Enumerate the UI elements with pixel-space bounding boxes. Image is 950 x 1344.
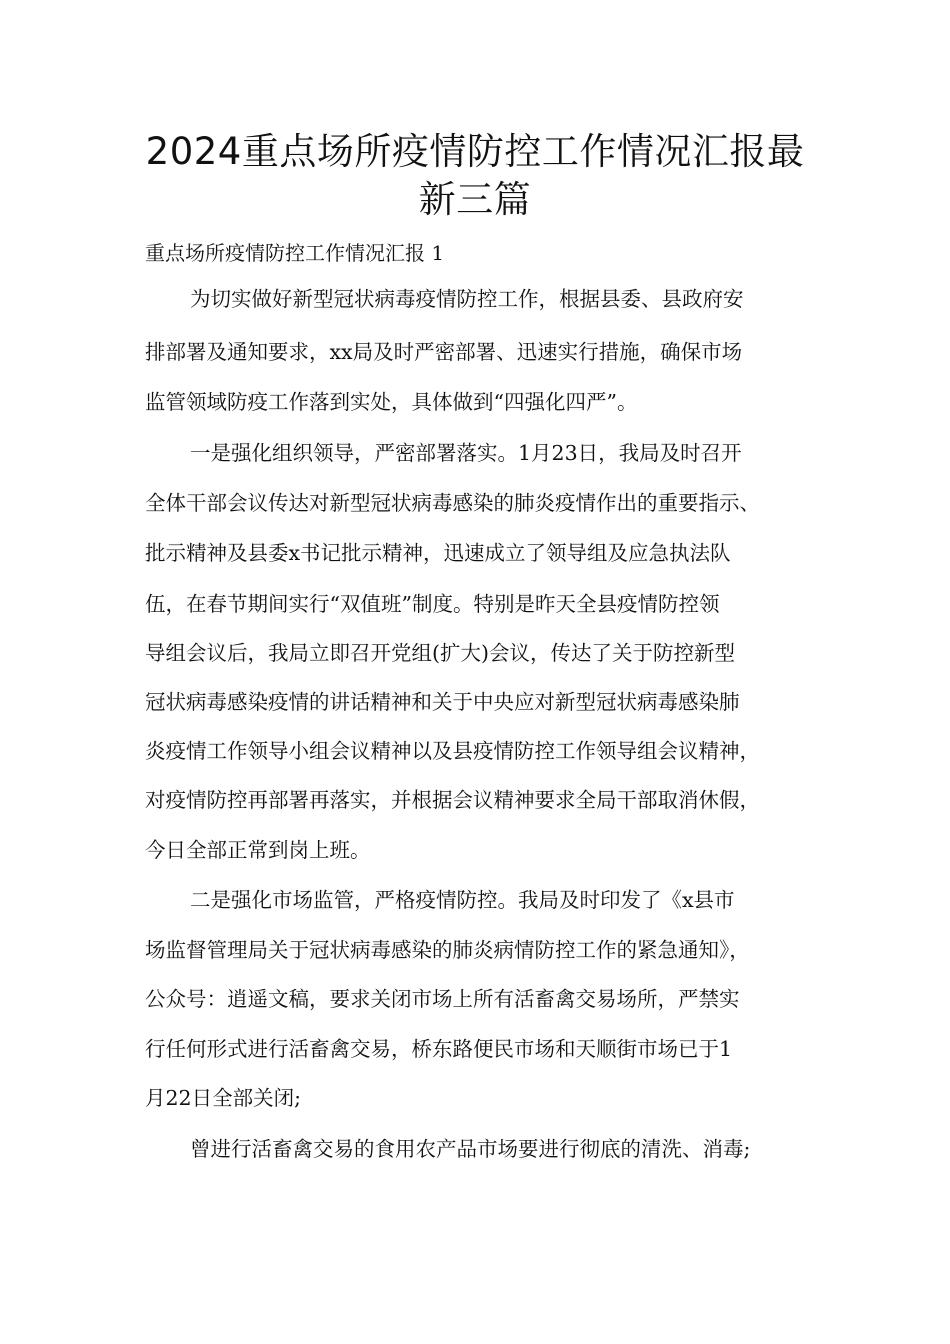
text-line: 对疫情防控再部署再落实，并根据会议精神要求全局干部取消休假， xyxy=(145,788,760,812)
text-line: 全体干部会议传达对新型冠状病毒感染的肺炎疫情作出的重要指示、 xyxy=(145,491,760,515)
text-line: 曾进行活畜禽交易的食用农产品市场要进行彻底的清洗、消毒; xyxy=(190,1137,751,1161)
document-title xyxy=(100,128,850,224)
text-line: 今日全部正常到岗上班。 xyxy=(145,838,371,862)
text-line: 场监督管理局关于冠状病毒感染的肺炎病情防控工作的紧急通知》， xyxy=(145,938,750,962)
text-line: 公众号：逍遥文稿，要求关闭市场上所有活畜禽交易场所，严禁实 xyxy=(145,987,740,1011)
title-line-1: 2024重点场所疫情防控工作情况汇报最 xyxy=(145,130,805,173)
text-line: 一是强化组织领导，严密部署落实。1月23日，我局及时召开 xyxy=(190,441,742,465)
text-line: 排部署及通知要求，xx局及时严密部署、迅速实行措施，确保市场 xyxy=(145,340,743,364)
text-line: 二是强化市场监管，严格疫情防控。我局及时印发了《x县市 xyxy=(190,888,735,912)
text-line: 为切实做好新型冠状病毒疫情防控工作，根据县委、县政府安 xyxy=(190,287,744,311)
text-line: 批示精神及县委x书记批示精神，迅速成立了领导组及应急执法队 xyxy=(145,541,731,565)
text-line: 月22日全部关闭; xyxy=(145,1086,301,1110)
text-line: 监管领域防疫工作落到实处，具体做到“四强化四严”。 xyxy=(145,390,638,414)
text-line: 行任何形式进行活畜禽交易，桥东路便民市场和天顺街市场已于1 xyxy=(145,1037,733,1061)
text-line: 导组会议后，我局立即召开党组(扩大)会议，传达了关于防控新型 xyxy=(145,641,735,665)
text-line: 炎疫情工作领导小组会议精神以及县疫情防控工作领导组会议精神， xyxy=(145,739,760,763)
title-line-2: 新三篇 xyxy=(418,178,532,221)
text-line: 伍，在春节期间实行“双值班”制度。特别是昨天全县疫情防控领 xyxy=(145,592,720,616)
section-heading: 重点场所疫情防控工作情况汇报 1 xyxy=(145,241,445,265)
text-line: 冠状病毒感染疫情的讲话精神和关于中央应对新型冠状病毒感染肺 xyxy=(145,690,740,714)
